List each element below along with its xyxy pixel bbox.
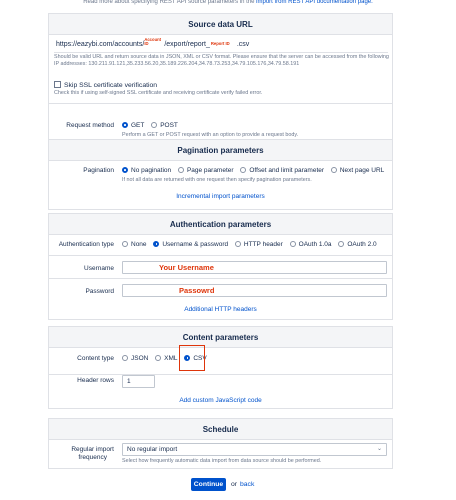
content-xml-label: XML: [164, 355, 178, 362]
pagination-offset-limit[interactable]: [240, 167, 324, 174]
chevron-down-icon: ⌄: [376, 446, 382, 452]
radio-icon: [151, 122, 157, 128]
source-data-panel: [48, 13, 393, 149]
regular-import-label: [71, 446, 114, 462]
radio-icon: [290, 241, 296, 247]
pagination-hint: If not all data are returned with one request then specify pagination parameters.: [122, 177, 312, 183]
auth-oauth1-label: OAuth 1.0a: [298, 241, 332, 248]
radio-icon: [331, 167, 337, 173]
radio-selected-icon: [122, 122, 128, 128]
url-input[interactable]: [54, 39, 388, 53]
radio-icon: [338, 241, 344, 247]
auth-type-options: [122, 241, 382, 248]
account-id-annotation: Account ID: [144, 37, 162, 47]
request-method-options: [122, 122, 183, 129]
auth-username-password[interactable]: [153, 241, 228, 248]
pagination-none[interactable]: [122, 167, 171, 174]
custom-javascript-link[interactable]: Add custom JavaScript code: [179, 397, 262, 404]
divider: [49, 255, 392, 256]
auth-oauth1[interactable]: [290, 241, 332, 248]
pagination-none-label: No pagination: [131, 167, 172, 174]
pagination-page-label: Page parameter: [186, 167, 234, 174]
method-get[interactable]: [122, 122, 144, 129]
password-label: Password: [85, 288, 114, 295]
radio-icon: [155, 355, 161, 361]
top-note: [0, 0, 456, 6]
pagination-panel: [48, 139, 393, 210]
pagination-offset-label: Offset and limit parameter: [249, 167, 325, 174]
content-csv-label: CSV: [193, 355, 207, 362]
password-input[interactable]: [122, 284, 387, 297]
schedule-panel: [48, 418, 393, 469]
regular-import-select[interactable]: [122, 443, 387, 456]
radio-icon: [178, 167, 184, 173]
auth-oauth2-label: OAuth 2.0: [347, 241, 377, 248]
password-annotation: Passowrd: [179, 286, 215, 295]
schedule-panel-title: Schedule: [49, 419, 392, 440]
back-link[interactable]: back: [240, 481, 255, 488]
request-method-hint: Perform a GET or POST request with an option to provide a request body.: [122, 132, 299, 138]
header-rows-input[interactable]: 1: [122, 375, 155, 388]
pagination-next-page-url[interactable]: [331, 167, 384, 174]
divider: [49, 278, 392, 279]
method-post-label: POST: [160, 122, 178, 129]
skip-ssl-label: Skip SSL certificate verification: [64, 82, 158, 89]
content-panel: [48, 326, 393, 409]
divider: [49, 374, 392, 375]
auth-http-header-label: HTTP header: [243, 241, 283, 248]
content-xml[interactable]: [155, 355, 177, 362]
skip-ssl-checkbox[interactable]: [54, 81, 61, 88]
radio-icon: [240, 167, 246, 173]
radio-selected-icon: [122, 167, 128, 173]
documentation-link[interactable]: import from REST API documentation page.: [256, 0, 373, 5]
pagination-next-label: Next page URL: [339, 167, 385, 174]
additional-http-headers-link[interactable]: Additional HTTP headers: [184, 306, 257, 313]
radio-icon: [235, 241, 241, 247]
report-id-annotation: Report ID: [210, 41, 230, 46]
pagination-options: [122, 167, 389, 174]
content-json[interactable]: [122, 355, 148, 362]
auth-type-label: Authentication type: [58, 241, 114, 248]
method-get-label: GET: [131, 122, 145, 129]
schedule-hint: Select how frequently automatic data import from data source should be performed.: [122, 458, 322, 464]
radio-icon: [122, 355, 128, 361]
skip-ssl-row[interactable]: [54, 81, 157, 89]
request-method-label: Request method: [66, 122, 114, 129]
radio-icon: [122, 241, 128, 247]
auth-none[interactable]: [122, 241, 147, 248]
content-panel-title: Content parameters: [49, 327, 392, 348]
regular-import-label-line2: frequency: [78, 454, 107, 461]
divider: [49, 103, 392, 104]
auth-none-label: None: [131, 241, 147, 248]
auth-oauth2[interactable]: [338, 241, 376, 248]
content-json-label: JSON: [131, 355, 149, 362]
username-label: Username: [84, 265, 114, 272]
authentication-panel-title: Authentication parameters: [49, 214, 392, 235]
incremental-import-link[interactable]: Incremental import parameters: [176, 193, 265, 200]
header-rows-label: Header rows: [77, 377, 114, 384]
pagination-page-parameter[interactable]: [178, 167, 234, 174]
regular-import-label-line1: Regular import: [71, 446, 114, 453]
source-panel-title: Source data URL: [49, 14, 392, 35]
pagination-panel-title: Pagination parameters: [49, 140, 392, 161]
skip-ssl-hint: Check this if using self-signed SSL certificate and receiving certificate verify failed error.: [54, 90, 263, 96]
auth-http-header[interactable]: [235, 241, 283, 248]
or-text: or: [231, 481, 238, 488]
authentication-panel: [48, 213, 393, 320]
url-text-3: .csv: [236, 41, 250, 48]
pagination-label: Pagination: [83, 167, 114, 174]
url-text-1: https://eazybi.com/accounts/: [56, 41, 145, 48]
username-annotation: Your Username: [159, 263, 214, 272]
regular-import-select-value: No regular import: [127, 446, 178, 453]
continue-button[interactable]: Continue: [191, 478, 226, 491]
csv-highlight-box: [179, 345, 205, 371]
auth-username-password-label: Username & password: [162, 241, 229, 248]
content-type-label: Content type: [77, 355, 114, 362]
url-hint: Should be valid URL and return source data in JSON, XML or CSV format. Please ensure that the server can be accessed from the following IP addresses: 130.211.91.121,35.233.56.20,35.189.226.204,34.78.73.253,34.79.105.176,34.79.58.191: [54, 54, 389, 67]
top-note-text: Read more about specifying REST API source parameters in the: [83, 0, 257, 5]
url-text-2: /export/report_: [164, 41, 210, 48]
username-input[interactable]: [122, 261, 387, 274]
method-post[interactable]: [151, 122, 178, 129]
radio-selected-icon: [153, 241, 159, 247]
